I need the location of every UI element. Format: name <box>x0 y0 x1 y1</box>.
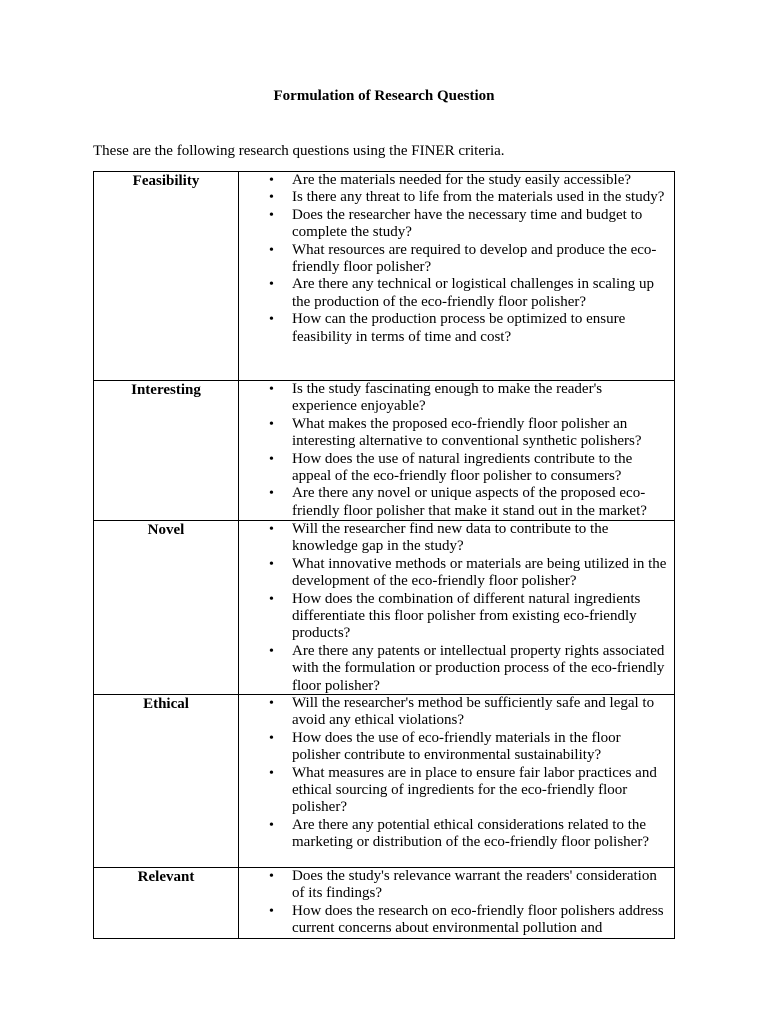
question-item: • How can the production process be optimized to ensure feasibility in terms of time and cost? <box>239 311 668 346</box>
question-list <box>239 381 668 519</box>
criterion-label: Interesting <box>94 381 239 521</box>
question-item: • Will the researcher find new data to contribute to the knowledge gap in the study? <box>239 521 668 556</box>
question-list <box>239 521 668 693</box>
table-row-relevant <box>94 868 675 939</box>
question-list <box>239 695 668 852</box>
question-item: • Does the study's relevance warrant the readers' consideration of its findings? <box>239 868 668 903</box>
question-item: • How does the use of natural ingredients contribute to the appeal of the eco-friendly floor polisher to consumers? <box>239 451 668 486</box>
question-item: • How does the use of eco-friendly materials in the floor polisher contribute to environmental sustainability? <box>239 730 668 765</box>
question-list <box>239 868 668 936</box>
finer-criteria-table <box>93 171 675 939</box>
question-item: • Are the materials needed for the study easily accessible? <box>239 172 668 189</box>
table-row-ethical <box>94 695 675 868</box>
questions-cell <box>239 172 675 381</box>
questions-cell <box>239 868 675 939</box>
criterion-label: Relevant <box>94 868 239 939</box>
table-row-feasibility <box>94 172 675 381</box>
question-item: • Does the researcher have the necessary time and budget to complete the study? <box>239 207 668 242</box>
question-item: • Is the study fascinating enough to make the reader's experience enjoyable? <box>239 381 668 416</box>
question-item: • What makes the proposed eco-friendly floor polisher an interesting alternative to conventional synthetic polishers? <box>239 416 668 451</box>
table-row-interesting <box>94 381 675 521</box>
criterion-label: Novel <box>94 521 239 695</box>
question-item: • Are there any novel or unique aspects of the proposed eco-friendly floor polisher that make it stand out in the market? <box>239 485 668 519</box>
page-title: Formulation of Research Question <box>273 88 495 104</box>
question-item: • How does the research on eco-friendly floor polishers address current concerns about environmental pollution and <box>239 903 668 936</box>
table-row-novel <box>94 521 675 695</box>
question-item: • Will the researcher's method be sufficiently safe and legal to avoid any ethical violations? <box>239 695 668 730</box>
question-item: • What measures are in place to ensure fair labor practices and ethical sourcing of ingredients for the eco-friendly floor polisher? <box>239 765 668 817</box>
question-item: • What innovative methods or materials are being utilized in the development of the eco-friendly floor polisher? <box>239 556 668 591</box>
intro-text: These are the following research questions using the FINER criteria. <box>93 143 505 159</box>
question-item: • Are there any patents or intellectual property rights associated with the formulation or production process of the eco-friendly floor polisher? <box>239 643 668 693</box>
question-list <box>239 172 668 346</box>
questions-cell <box>239 695 675 868</box>
question-item: • What resources are required to develop and produce the eco-friendly floor polisher? <box>239 242 668 277</box>
questions-cell <box>239 381 675 521</box>
criterion-label: Feasibility <box>94 172 239 381</box>
questions-cell <box>239 521 675 695</box>
question-item: • Are there any potential ethical considerations related to the marketing or distribution of the eco-friendly floor polisher? <box>239 817 668 852</box>
criterion-label: Ethical <box>94 695 239 868</box>
question-item: • Is there any threat to life from the materials used in the study? <box>239 189 668 206</box>
question-item: • Are there any technical or logistical challenges in scaling up the production of the eco-friendly floor polisher? <box>239 276 668 311</box>
question-item: • How does the combination of different natural ingredients differentiate this floor polisher from existing eco-friendly products? <box>239 591 668 643</box>
